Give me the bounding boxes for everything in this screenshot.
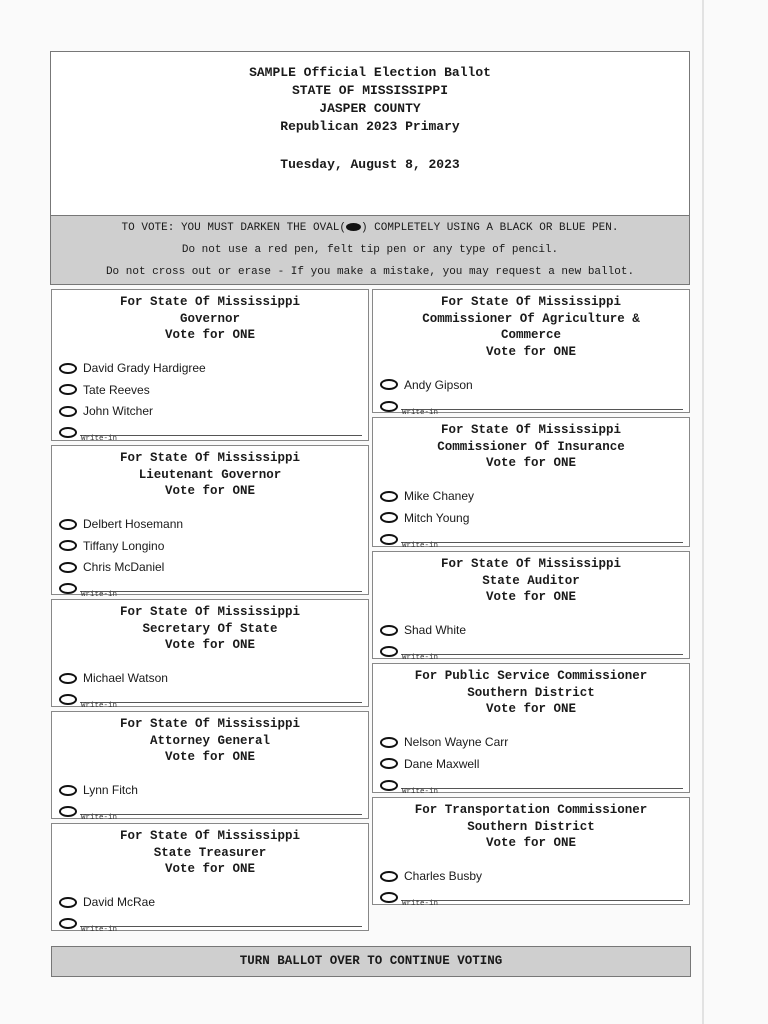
write-in-line[interactable] — [401, 900, 683, 901]
vote-oval[interactable] — [380, 379, 398, 390]
vote-oval[interactable] — [380, 512, 398, 523]
candidate-row — [52, 379, 368, 401]
write-in-oval[interactable] — [380, 534, 398, 545]
vote-oval[interactable] — [59, 562, 77, 573]
race-title-line: Vote for ONE — [164, 328, 255, 342]
candidate-row — [52, 535, 368, 557]
write-in-oval[interactable] — [380, 646, 398, 657]
write-in-label: Write-in — [402, 654, 439, 662]
candidate-row — [52, 668, 368, 690]
instruction-line-1 — [51, 217, 689, 239]
candidate-name: Charles Busby — [404, 869, 483, 884]
write-in-oval[interactable] — [380, 401, 398, 412]
ballot-county: JASPER COUNTY — [319, 101, 421, 116]
candidate-row — [373, 507, 689, 529]
vote-oval[interactable] — [59, 785, 77, 796]
ballot-election: Republican 2023 Primary — [280, 119, 460, 134]
race-box — [372, 551, 690, 662]
race-box — [51, 711, 369, 822]
candidate-list — [52, 668, 368, 712]
race-title-line: Commissioner Of Agriculture & — [422, 311, 640, 326]
vote-oval[interactable] — [380, 625, 398, 636]
write-in-line[interactable] — [80, 814, 362, 815]
race-title-line: Southern District — [467, 819, 595, 834]
vote-oval[interactable] — [59, 406, 77, 417]
race-box — [372, 797, 690, 908]
write-in-oval[interactable] — [380, 892, 398, 903]
candidate-list — [373, 620, 689, 664]
candidate-list — [52, 358, 368, 445]
race-title-line: For State Of Mississippi — [119, 717, 301, 731]
race-title-line: For State Of Mississippi — [440, 557, 622, 571]
race-title-line: Lieutenant Governor — [138, 467, 282, 482]
write-in-row — [373, 887, 689, 909]
vote-oval[interactable] — [59, 384, 77, 395]
write-in-label: Write-in — [81, 814, 118, 822]
vote-oval[interactable] — [380, 871, 398, 882]
write-in-line[interactable] — [401, 542, 683, 543]
write-in-row — [373, 775, 689, 797]
race-box — [51, 289, 369, 441]
write-in-line[interactable] — [401, 654, 683, 655]
race-title-line: For State Of Mississippi — [440, 295, 622, 309]
candidate-row — [373, 753, 689, 775]
candidate-name: David Grady Hardigree — [83, 361, 206, 376]
candidate-row — [52, 514, 368, 536]
write-in-row — [52, 801, 368, 823]
write-in-oval[interactable] — [59, 427, 77, 438]
race-title-line: State Treasurer — [153, 845, 267, 860]
vote-oval[interactable] — [59, 363, 77, 374]
write-in-row — [373, 641, 689, 663]
race-title-line: For Transportation Commissioner — [414, 803, 648, 817]
race-heading — [52, 446, 368, 500]
race-heading — [373, 552, 689, 606]
candidate-list — [373, 866, 689, 910]
candidate-name: David McRae — [83, 895, 156, 910]
write-in-oval[interactable] — [59, 918, 77, 929]
ballot-state: STATE OF MISSISSIPPI — [291, 83, 449, 98]
candidate-list — [373, 486, 689, 551]
race-box — [372, 417, 690, 550]
candidate-name: Andy Gipson — [404, 377, 473, 392]
race-title-line: For State Of Mississippi — [119, 605, 301, 619]
write-in-label: Write-in — [81, 591, 118, 599]
race-box — [51, 445, 369, 599]
vote-oval[interactable] — [380, 491, 398, 502]
write-in-row — [52, 422, 368, 444]
race-title-line: Vote for ONE — [164, 750, 255, 764]
candidate-name: Delbert Hosemann — [83, 517, 184, 532]
race-title-line: For State Of Mississippi — [440, 423, 622, 437]
write-in-row — [52, 689, 368, 711]
write-in-row — [373, 529, 689, 551]
write-in-label: Write-in — [402, 900, 439, 908]
race-title-line: Vote for ONE — [485, 344, 576, 359]
race-title-line: Attorney General — [149, 733, 271, 748]
race-heading — [373, 664, 689, 718]
candidate-list — [373, 732, 689, 797]
turn-over-notice: TURN BALLOT OVER TO CONTINUE VOTING — [51, 946, 691, 977]
write-in-label: Write-in — [402, 787, 439, 796]
instruction-line-3: Do not cross out or erase - If you make a mistake, you may request a new ballot. — [105, 266, 635, 278]
write-in-row — [52, 578, 368, 600]
candidate-row — [373, 374, 689, 396]
race-title-line: Vote for ONE — [485, 456, 576, 470]
race-title-line: For State Of Mississippi — [119, 451, 301, 465]
race-heading — [373, 798, 689, 852]
race-title-line: For Public Service Commissioner — [414, 669, 648, 683]
race-box — [51, 823, 369, 934]
write-in-oval[interactable] — [59, 583, 77, 594]
candidate-row — [373, 732, 689, 754]
vote-oval[interactable] — [59, 673, 77, 684]
race-heading — [373, 290, 689, 360]
candidate-name: Tate Reeves — [83, 382, 150, 397]
write-in-row — [373, 396, 689, 418]
race-box — [372, 663, 690, 796]
race-title-line: Southern District — [467, 685, 595, 700]
race-title-line: Commerce — [500, 328, 561, 342]
write-in-line[interactable] — [80, 702, 362, 703]
filled-oval-icon — [346, 223, 361, 231]
race-title-line: For State Of Mississippi — [119, 829, 301, 843]
candidate-list — [52, 514, 368, 601]
candidate-name: Mitch Young — [404, 510, 470, 525]
candidate-row — [52, 401, 368, 423]
candidate-name: John Witcher — [83, 404, 154, 419]
race-title-line: Secretary Of State — [142, 621, 278, 636]
race-box — [372, 289, 690, 417]
write-in-oval[interactable] — [59, 806, 77, 817]
write-in-label: Write-in — [81, 926, 118, 934]
candidate-row — [52, 557, 368, 579]
candidate-name: Shad White — [404, 623, 467, 638]
candidate-name: Dane Maxwell — [404, 756, 480, 771]
write-in-line[interactable] — [401, 788, 683, 789]
vote-oval[interactable] — [59, 540, 77, 551]
candidate-row — [373, 866, 689, 888]
write-in-line[interactable] — [80, 435, 362, 436]
race-title-line: Vote for ONE — [485, 836, 576, 850]
candidate-row — [52, 892, 368, 914]
right-column — [372, 289, 690, 909]
candidate-name: Chris McDaniel — [83, 560, 165, 575]
page-edge — [702, 0, 704, 1024]
race-heading — [52, 600, 368, 654]
write-in-label: Write-in — [402, 408, 439, 417]
write-in-row — [52, 913, 368, 935]
write-in-label: Write-in — [81, 702, 118, 710]
race-title-line: Governor — [179, 311, 240, 326]
candidate-name: Michael Watson — [83, 671, 168, 686]
instruction-line-1a: TO VOTE: YOU MUST DARKEN THE OVAL( — [121, 222, 346, 234]
race-title-line: State Auditor — [482, 573, 580, 588]
instruction-line-1b: ) COMPLETELY USING A BLACK OR BLUE PEN. — [360, 222, 619, 234]
race-title-line: Vote for ONE — [164, 638, 255, 652]
ballot-date: Tuesday, August 8, 2023 — [280, 157, 460, 172]
candidate-list — [373, 374, 689, 418]
candidate-list — [52, 892, 368, 936]
candidate-name: Nelson Wayne Carr — [404, 735, 509, 750]
write-in-oval[interactable] — [380, 780, 398, 791]
left-column — [51, 289, 369, 935]
race-title-line: Commissioner Of Insurance — [437, 439, 625, 454]
candidate-row — [373, 486, 689, 508]
candidate-name: Mike Chaney — [404, 489, 475, 504]
vote-oval[interactable] — [59, 519, 77, 530]
race-heading — [52, 290, 368, 344]
write-in-line[interactable] — [401, 409, 683, 410]
ballot-title: SAMPLE Official Election Ballot — [249, 65, 491, 80]
write-in-oval[interactable] — [59, 694, 77, 705]
candidate-name: Tiffany Longino — [83, 538, 165, 553]
write-in-label: Write-in — [402, 541, 439, 550]
race-title-line: Vote for ONE — [164, 484, 255, 498]
vote-oval[interactable] — [380, 758, 398, 769]
write-in-line[interactable] — [80, 591, 362, 592]
write-in-label: Write-in — [81, 435, 118, 443]
race-heading — [52, 712, 368, 766]
write-in-line[interactable] — [80, 926, 362, 927]
ballot-header — [50, 51, 690, 216]
candidate-row — [373, 620, 689, 642]
race-title-line: Vote for ONE — [164, 862, 255, 876]
vote-oval[interactable] — [380, 737, 398, 748]
instruction-line-2: Do not use a red pen, felt tip pen or any type of pencil. — [181, 244, 559, 256]
race-title-line: For State Of Mississippi — [119, 295, 301, 309]
candidate-name: Lynn Fitch — [83, 783, 138, 798]
candidate-row — [52, 780, 368, 802]
race-heading — [52, 824, 368, 878]
voting-instructions — [50, 215, 690, 285]
candidate-list — [52, 780, 368, 824]
race-heading — [373, 418, 689, 472]
vote-oval[interactable] — [59, 897, 77, 908]
candidate-row — [52, 358, 368, 380]
race-title-line: Vote for ONE — [485, 590, 576, 604]
race-box — [51, 599, 369, 710]
race-title-line: Vote for ONE — [485, 702, 576, 716]
